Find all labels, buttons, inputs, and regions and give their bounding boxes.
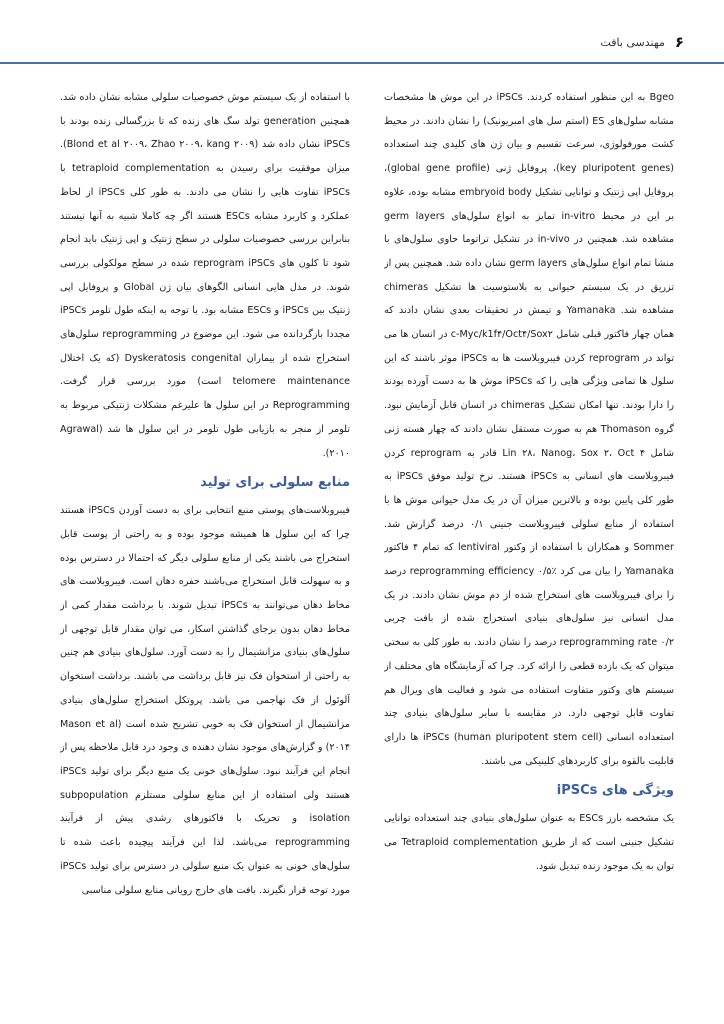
left-column-intro-paragraph: با استفاده از یک سیستم موش خصوصیات سلولی مشابه نشان داده شد. همچنین generation تولد سگ های زنده که تا بزرگسالی زنده بودند با iPSCs نشان داده شد (Blond et al ۲۰۰۹، Zhao ۲۰۰۹، kang ۲۰۰۹). میزان موفقیت برای رسیدن به tetraploid complementation با iPSCs تفاوت هایی را نشان می دادند. به طور کلی iPSCs از لحاظ عملکرد و کاربرد مشابه ESCs هستند اگر چه کاملا شبیه به آنها نیستند بنابراین بررسی خصوصیات سلولی در سطح ژنتیک و اپی ژنتیک باید انجام شود تا کلون های reprogram iPSCs شده در سطح مولکولی بررسی شوند. در مدل هایی انسانی الگوهای بیان ژن Global و پروفایل اپی ژنتیک بین iPSCs و ESCs مشابه بود. با توجه به اینکه طول تلومر iPSCs مجددا بازگردانده می شود. این موضوع در reprogramming سلول‌های استخراج شده از بیماران Dyskeratosis congenital (که یک اختلال telomere maintenance است) مورد بررسی قرار گرفت. Reprogramming در این سلول ها علیرغم مشکلات ژنتیکی مربوط به تلومر از منجر به بازیابی طول تلومر در این سلول ها شد (Agrawal ۲۰۱۰). — [60, 92, 350, 459]
page-number: ۶ — [674, 33, 684, 51]
right-column-section-paragraph: یک مشخصه بارز ESCs به عنوان سلول‌های بنیادی چند استعداده توانایی تشکیل جنینی است که از طریق Tetraploid complementation می توان به یک موجود زنده تبدیل شود. — [384, 813, 674, 872]
right-column-intro-paragraph: Bgeo به این منظور استفاده کردند. iPSCs در این موش ها مشخصات مشابه سلول‌های ES (استم سل های امبریونیک) را نشان دادند. در محیط کشت مورفولوژی، سرعت تقسیم و بیان ژن های کلیدی چند استعداده (key pluripotent genes)، پروفایل ژنی (global gene profile)، پروفایل اپی ژنتیک و توانایی تشکیل embryoid body مشابه بوده، علاوه بر این در محیط in-vitro تمایز به انواع سلول‌های germ layers مشاهده شد. همچنین در in-vivo در تشکیل تراتوما حاوی سلول‌های با منشا تمام انواع سلول‌های germ layers نشان داده شد. همچنین پس از تزریق در یک سیستم حیوانی به بلاستوسیت ها تشکیل chimeras مشاهده شد. Yamanaka و تیمش در تحقیقات بعدی نشان دادند که همان چهار فاکتور قبلی شامل c-Myc/k1f۴/Oct۴/Sox۲ در انسان ها می تواند در reprogram کردن فیبروبلاست ها به iPSCs موثر باشند که این سلول ها تمامی ویژگی هایی را که iPSCs موش ها به دست آورده بودند را دارا بودند. تنها امکان تشکیل chimeras در انسان قابل آزمایش نبود. گروه Thomason هم به صورت مستقل نشان دادند که چهار هسته ژنی شامل Lin ۲۸، Nanog، Sox ۲، Oct ۴ قادر به reprogram کردن فیبروبلاست های انسانی به iPSCs هستند. نرخ تولید موفق iPSCs به طور کلی پایین بوده و بالاترین میزان آن در یک مدل حیوانی موش ها با استفاده از منابع سلولی فیبروبلاست جنینی ۰/۱ درصد گزارش شد. Sommer و همکاران با استفاده از وکتور lentiviral که تمام ۴ فاکتور Yamanaka را بیان می کرد reprogramming efficiency ۰/۵٪ درصد را برای فیبروبلاست های استخراج شده از دم موش نشان دادند. در یک مدل انسانی نیز سلول‌های بنیادی استخراج شده از بافت چربی reprogramming rate ۰/۲ درصد را نشان دادند. به طور کلی به سختی میتوان که یک بازده قطعی را ارائه کرد. چرا که آزمایشگاه های مختلف از سیستم های وکتور متفاوت استفاده می شود و فعالیت های ویرال هم تفاوت قابل توجهی دارد. در مقایسه با سایر سلول‌های بنیادی چند استعداده انسانی (human pluripotent stem cell) iPSCs ها دارای قابلیت بالقوه برای کاربردهای کلینیکی می باشند. — [384, 92, 674, 767]
section-heading-ipsc-features: ویژگی های iPSCs — [556, 783, 674, 799]
header-rule — [0, 62, 724, 64]
section-heading-cell-sources: منابع سلولی برای تولید — [200, 475, 350, 491]
page-header — [70, 30, 684, 54]
left-column-section-paragraph: فیبروبلاست‌های پوستی منبع انتخابی برای به دست آوردن iPSCs هستند چرا که این سلول ها همیشه موجود بوده و به راحتی از پوست قابل استخراج می باشند یکی از منابع سلولی دیگر که احتمالا در دسترس بوده و به سهولت قابل استخراج می‌باشند حفره دهان است. فیبروبلاست های مخاط دهان می‌توانند به iPSCs تبدیل شوند. با برداشت مقدار کمی از مخاط دهان بدون برجای گذاشتن اسکار، می توان مقدار قابل توجهی از سلول‌های بنیادی مزانشیمال را به دست آورد. سلول‌های بنیادی هم چنین به راحتی از استخوان فک نیز قابل برداشت می باشند. برداشت استخوان آلوئول از فک تهاجمی می باشد. پروتکل استخراج سلول‌های بنیادی مزانشیمال از استخوان فک به خوبی تشریح شده است (Mason et al ۲۰۱۴) و گزارش‌های موجود نشان دهنده ی وجود درد قابل ملاحظه پس از انجام این فرآیند نبود. سلول‌های خونی یک منبع دیگر برای تولید iPSCs هستند ولی استفاده از این منابع سلولی مستلزم subpopulation isolation و تحریک با فاکتورهای رشدی پیش از فرآیند reprogramming می‌باشد. لذا این فرآیند پیچیده باعث شده تا سلول‌های خونی به عنوان یک منبع سلولی در دسترس برای تولید iPSCs مورد توجه قرار نگیرند. بافت های خارج رویانی منابع سلولی مناسبی — [60, 505, 350, 896]
right-column — [384, 86, 674, 916]
journal-title: مهندسی بافت — [600, 35, 665, 49]
left-column — [60, 86, 350, 916]
